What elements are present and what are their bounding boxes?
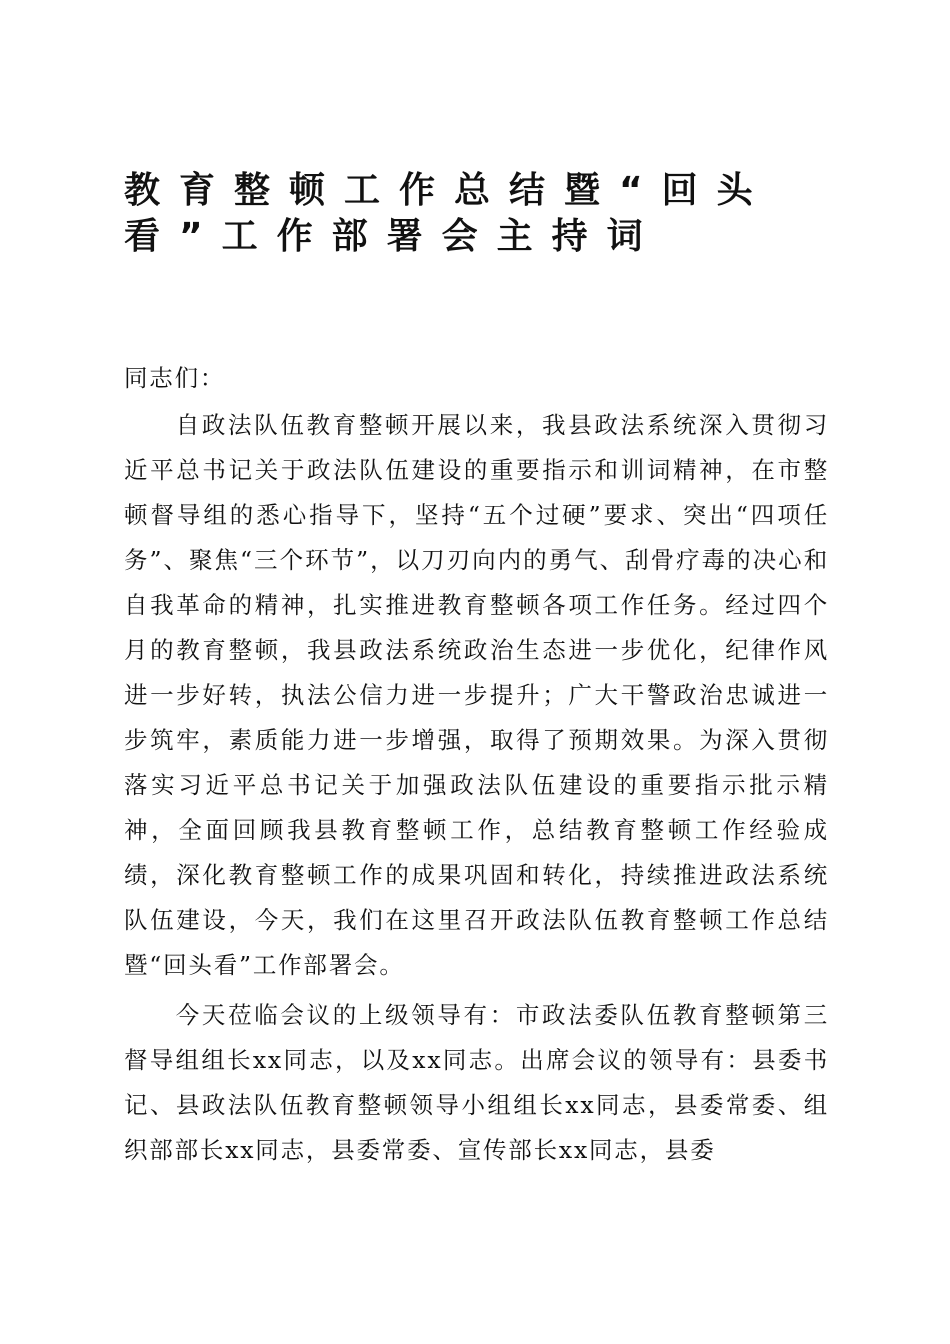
paragraph-attendees: 今天莅临会议的上级领导有：市政法委队伍教育整顿第三督导组组长xx同志，以及xx同志。出席会议的领导有：县委书记、县政法队伍教育整顿领导小组组长xx同志，县委常委、组织部部长xx同志，县委常委、宣传部长xx同志，县委 xyxy=(124,1001,829,1164)
paragraph-opening: 自政法队伍教育整顿开展以来，我县政法系统深入贯彻习近平总书记关于政法队伍建设的重要指示和训词精神，在市整顿督导组的悉心指导下，坚持“五个过硬”要求、突出“四项任务”、聚焦“三个环节”，以刀刃向内的勇气、刮骨疗毒的决心和自我革命的精神，扎实推进教育整顿各项工作任务。经过四个月的教育整顿，我县政法系统政治生态进一步优化，纪律作风进一步好转，执法公信力进一步提升；广大干警政治忠诚进一步筑牢，素质能力进一步增强，取得了预期效果。为深入贯彻落实习近平总书记关于加强政法队伍建设的重要指示批示精神，全面回顾我县教育整顿工作，总结教育整顿工作经验成绩，深化教育整顿工作的成果巩固和转化，持续推进政法系统队伍建设，今天，我们在这里召开政法队伍教育整顿工作总结暨“回头看”工作部署会。 xyxy=(124,411,829,979)
document-title: 教育整顿工作总结暨“回头看”工作部署会主持词 xyxy=(124,170,772,257)
salutation: 同志们： xyxy=(124,364,226,392)
document-body xyxy=(124,356,829,1173)
